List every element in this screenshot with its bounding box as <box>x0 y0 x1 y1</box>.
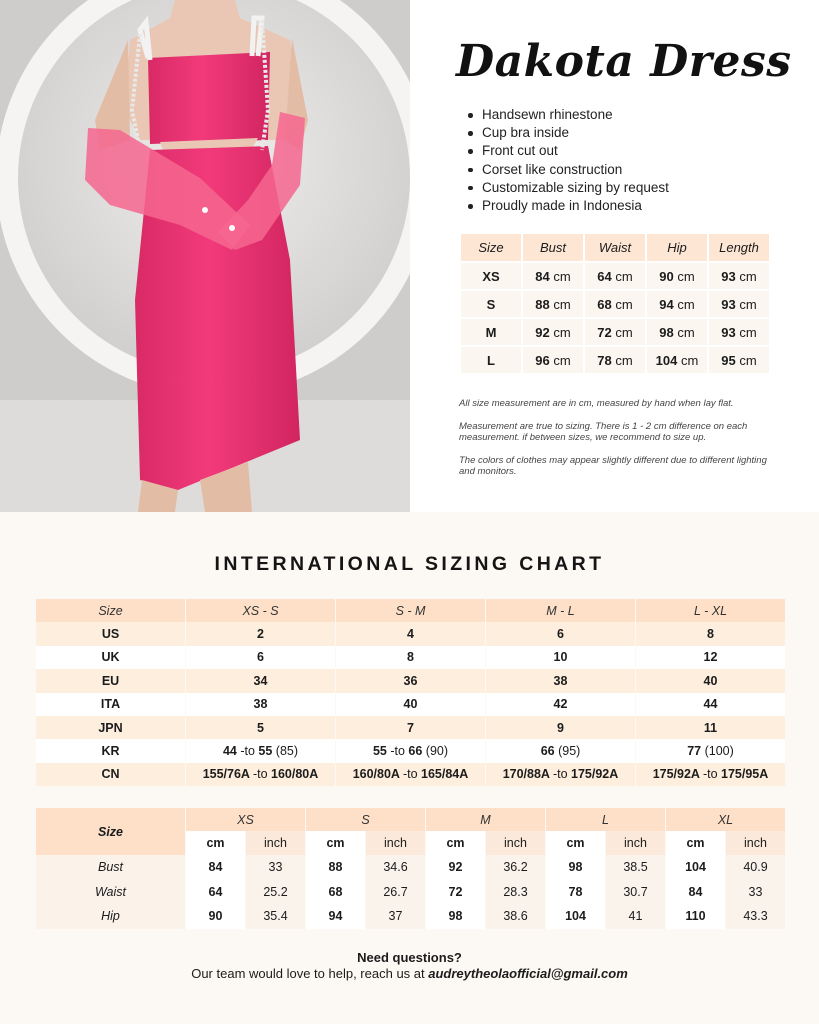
unit: cm <box>615 268 633 284</box>
size-cell <box>636 693 785 716</box>
table-header-row <box>36 808 785 831</box>
size-cell <box>186 739 335 762</box>
footer-contact <box>0 966 819 981</box>
cell-part: 8 <box>707 627 714 642</box>
cm-value: 90 <box>186 904 245 929</box>
size-group-header: M <box>426 808 545 831</box>
feature-list <box>468 106 669 215</box>
cell-part: 4 <box>407 627 414 642</box>
size-measurement-table <box>459 234 771 373</box>
inch-value: 25.2 <box>246 880 305 905</box>
column-header: Hip <box>647 234 707 261</box>
cell-part: 9 <box>557 720 564 735</box>
inch-header: inch <box>246 831 305 855</box>
sizing-note: Measurement are true to sizing. There is 1 - 2 cm difference on each measurement. if between sizes, we recommend to size up. <box>459 421 748 443</box>
cell-part: 155/76A <box>202 767 253 782</box>
cm-value: 98 <box>546 855 605 880</box>
cm-value: 88 <box>306 855 365 880</box>
cell-part: 34 <box>253 673 268 688</box>
cell-part: -to <box>552 767 572 782</box>
inch-value: 35.4 <box>246 904 305 929</box>
feature-item: Cup bra inside <box>468 124 669 142</box>
table-row <box>36 904 785 929</box>
unit: cm <box>677 296 695 312</box>
column-header: Waist <box>585 234 645 261</box>
row-label: KR <box>36 739 185 762</box>
cell-part: 44 <box>703 697 718 712</box>
row-label: US <box>36 622 185 645</box>
footer-question: Need questions? <box>357 950 462 965</box>
cell-part: 6 <box>557 627 564 642</box>
product-photo <box>0 0 410 512</box>
inch-header: inch <box>726 831 785 855</box>
cell-part: 12 <box>703 650 718 665</box>
cell-part: 5 <box>257 720 264 735</box>
cm-value: 84 <box>186 855 245 880</box>
value: 95 <box>721 352 736 368</box>
unit: cm <box>553 268 571 284</box>
cm-value: 104 <box>546 904 605 929</box>
cell-part: 66 <box>408 744 426 759</box>
hip-cell <box>647 317 707 345</box>
cell-part: 165/84A <box>421 767 469 782</box>
cell-part: 38 <box>253 697 268 712</box>
row-label: Waist <box>36 880 185 905</box>
cell-part: 36 <box>403 673 418 688</box>
cell-part: 40 <box>403 697 418 712</box>
value: 88 <box>535 296 550 312</box>
size-cell <box>486 622 635 645</box>
feature-item: Proudly made in Indonesia <box>468 197 669 215</box>
unit: cm <box>677 268 695 284</box>
size-header: Size <box>36 808 185 855</box>
size-cell <box>336 693 485 716</box>
cell-part: 40 <box>703 673 718 688</box>
size-table-body <box>461 261 769 373</box>
table-header-row <box>461 234 769 261</box>
cell-part: -to <box>402 767 422 782</box>
row-label: CN <box>36 763 185 786</box>
cell-part: 11 <box>703 720 718 735</box>
cell-part: 2 <box>257 627 264 642</box>
inch-header: inch <box>606 831 665 855</box>
table-row <box>36 855 785 880</box>
size-cell <box>486 693 635 716</box>
cm-value: 94 <box>306 904 365 929</box>
measure-table-body <box>36 855 785 929</box>
inch-header: inch <box>486 831 545 855</box>
size-cell <box>336 646 485 669</box>
intl-table-body <box>36 622 785 786</box>
feature-item: Customizable sizing by request <box>468 179 669 197</box>
cell-part: (95) <box>558 744 581 759</box>
cell-part: 8 <box>407 650 414 665</box>
column-header: Size <box>461 234 521 261</box>
value: 90 <box>659 268 674 284</box>
table-header-row <box>36 599 785 622</box>
cm-value: 92 <box>426 855 485 880</box>
value: 84 <box>535 268 550 284</box>
size-cell: XS <box>461 261 521 289</box>
unit: cm <box>739 296 757 312</box>
unit: cm <box>553 352 571 368</box>
value: 98 <box>659 324 674 340</box>
footer-text: Our team would love to help, reach us at <box>191 966 429 981</box>
value: 93 <box>721 268 736 284</box>
international-sizing-table <box>35 599 786 786</box>
value: 92 <box>535 324 550 340</box>
cm-inch-measurement-table <box>35 808 786 929</box>
inch-value: 33 <box>246 855 305 880</box>
table-row <box>36 880 785 905</box>
inch-value: 37 <box>366 904 425 929</box>
size-cell <box>486 763 635 786</box>
waist-cell <box>585 261 645 289</box>
cell-part: (90) <box>425 744 449 759</box>
cm-value: 78 <box>546 880 605 905</box>
cell-part: 175/92A <box>652 767 703 782</box>
value: 72 <box>597 324 612 340</box>
row-label: Hip <box>36 904 185 929</box>
cell-part: 7 <box>407 720 414 735</box>
table-row <box>461 289 769 317</box>
cell-part: 55 <box>372 744 391 759</box>
cell-part: 66 <box>540 744 559 759</box>
cm-value: 104 <box>666 855 725 880</box>
value: 68 <box>597 296 612 312</box>
cell-part: -to <box>240 744 259 759</box>
unit: cm <box>680 352 699 368</box>
column-header: Size <box>36 599 185 622</box>
length-cell <box>709 317 769 345</box>
size-cell <box>636 739 785 762</box>
inch-value: 38.5 <box>606 855 665 880</box>
cell-part: 6 <box>257 650 264 665</box>
cell-part: (85) <box>275 744 299 759</box>
size-cell: L <box>461 345 521 373</box>
table-row <box>461 345 769 373</box>
column-header: Bust <box>523 234 583 261</box>
intl-chart-title: INTERNATIONAL SIZING CHART <box>214 553 605 575</box>
hip-cell <box>647 289 707 317</box>
feature-item: Corset like construction <box>468 161 669 179</box>
unit: cm <box>615 296 633 312</box>
cm-value: 72 <box>426 880 485 905</box>
length-cell <box>709 345 769 373</box>
size-cell <box>186 646 335 669</box>
dress-model-illustration <box>0 0 410 512</box>
feature-item: Front cut out <box>468 142 669 160</box>
unit: cm <box>739 324 757 340</box>
size-cell <box>336 739 485 762</box>
table-row <box>36 716 785 739</box>
cm-header: cm <box>306 831 365 855</box>
table-row <box>36 646 785 669</box>
value: 78 <box>597 352 612 368</box>
table-row <box>36 739 785 762</box>
size-cell <box>336 716 485 739</box>
size-cell <box>486 739 635 762</box>
size-cell <box>636 622 785 645</box>
cell-part: -to <box>252 767 272 782</box>
unit: cm <box>553 296 571 312</box>
column-header: Length <box>709 234 769 261</box>
size-cell <box>636 646 785 669</box>
cell-part: 175/92A <box>571 767 619 782</box>
size-cell <box>336 763 485 786</box>
length-cell <box>709 289 769 317</box>
cell-part: 42 <box>553 697 568 712</box>
inch-value: 40.9 <box>726 855 785 880</box>
unit: cm <box>615 324 633 340</box>
size-cell <box>486 669 635 692</box>
table-row <box>36 669 785 692</box>
cm-value: 68 <box>306 880 365 905</box>
value: 64 <box>597 268 612 284</box>
inch-header: inch <box>366 831 425 855</box>
cell-part: 44 <box>222 744 241 759</box>
cell-part: 10 <box>553 650 568 665</box>
cm-header: cm <box>186 831 245 855</box>
row-label: ITA <box>36 693 185 716</box>
column-header: L - XL <box>636 599 785 622</box>
waist-cell <box>585 317 645 345</box>
column-header: S - M <box>336 599 485 622</box>
size-cell <box>636 669 785 692</box>
size-cell: S <box>461 289 521 317</box>
value: 96 <box>535 352 550 368</box>
table-row <box>36 622 785 645</box>
unit: cm <box>553 324 571 340</box>
feature-item: Handsewn rhinestone <box>468 106 669 124</box>
cell-part: 160/80A <box>352 767 403 782</box>
inch-value: 28.3 <box>486 880 545 905</box>
inch-value: 43.3 <box>726 904 785 929</box>
cell-part: 55 <box>258 744 276 759</box>
row-label: UK <box>36 646 185 669</box>
cell-part: 38 <box>553 673 568 688</box>
product-title: Dakota Dress <box>456 36 792 87</box>
table-row <box>461 261 769 289</box>
cm-value: 110 <box>666 904 725 929</box>
size-cell <box>186 763 335 786</box>
inch-value: 26.7 <box>366 880 425 905</box>
unit: cm <box>739 352 757 368</box>
row-label: JPN <box>36 716 185 739</box>
column-header: M - L <box>486 599 635 622</box>
size-cell <box>186 693 335 716</box>
cell-part: 170/88A <box>502 767 553 782</box>
size-group-header: XL <box>666 808 785 831</box>
size-cell <box>186 669 335 692</box>
bust-cell <box>523 317 583 345</box>
size-cell: M <box>461 317 521 345</box>
waist-cell <box>585 345 645 373</box>
size-cell <box>336 622 485 645</box>
size-group-header: XS <box>186 808 305 831</box>
size-cell <box>636 763 785 786</box>
inch-value: 36.2 <box>486 855 545 880</box>
color-note: The colors of clothes may appear slightly different due to different lighting and monitors. <box>459 455 767 477</box>
value: 94 <box>659 296 674 312</box>
waist-cell <box>585 289 645 317</box>
row-label: EU <box>36 669 185 692</box>
cell-part: 175/95A <box>721 767 769 782</box>
cm-header: cm <box>546 831 605 855</box>
size-cell <box>486 716 635 739</box>
bust-cell <box>523 289 583 317</box>
inch-value: 38.6 <box>486 904 545 929</box>
bust-cell <box>523 261 583 289</box>
unit: cm <box>677 324 695 340</box>
measurement-note: All size measurement are in cm, measured by hand when lay flat. <box>459 398 734 409</box>
cell-part: -to <box>390 744 409 759</box>
size-cell <box>636 716 785 739</box>
size-group-header: L <box>546 808 665 831</box>
length-cell <box>709 261 769 289</box>
size-cell <box>336 669 485 692</box>
value: 104 <box>655 352 678 368</box>
inch-value: 33 <box>726 880 785 905</box>
hip-cell <box>647 345 707 373</box>
hip-cell <box>647 261 707 289</box>
bust-cell <box>523 345 583 373</box>
column-header: XS - S <box>186 599 335 622</box>
cm-value: 98 <box>426 904 485 929</box>
cm-header: cm <box>666 831 725 855</box>
contact-email-link[interactable]: audreytheolaofficial@gmail.com <box>428 966 628 981</box>
value: 93 <box>721 324 736 340</box>
cell-part: (100) <box>704 744 734 759</box>
cell-part: -to <box>702 767 722 782</box>
row-label: Bust <box>36 855 185 880</box>
size-cell <box>486 646 635 669</box>
unit: cm <box>615 352 633 368</box>
cm-value: 84 <box>666 880 725 905</box>
table-row <box>36 693 785 716</box>
unit: cm <box>739 268 757 284</box>
cell-part: 77 <box>687 744 705 759</box>
table-row <box>36 763 785 786</box>
table-row <box>461 317 769 345</box>
size-group-header: S <box>306 808 425 831</box>
size-cell <box>186 716 335 739</box>
size-cell <box>186 622 335 645</box>
value: 93 <box>721 296 736 312</box>
inch-value: 34.6 <box>366 855 425 880</box>
inch-value: 30.7 <box>606 880 665 905</box>
cm-value: 64 <box>186 880 245 905</box>
cell-part: 160/80A <box>271 767 319 782</box>
cm-header: cm <box>426 831 485 855</box>
inch-value: 41 <box>606 904 665 929</box>
